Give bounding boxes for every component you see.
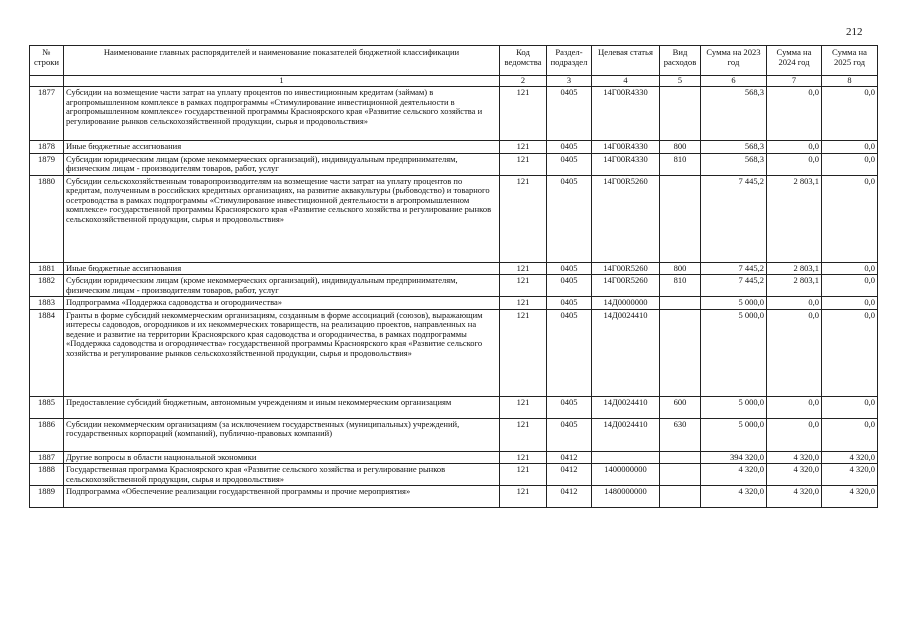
row-dept-code: 121 bbox=[500, 396, 547, 418]
row-expense-type: 630 bbox=[660, 418, 701, 451]
row-sum-2025: 0,0 bbox=[822, 153, 878, 175]
header-dept: Код ведомства bbox=[500, 46, 547, 76]
row-sum-2024: 0,0 bbox=[767, 87, 822, 141]
row-sum-2023: 4 320,0 bbox=[701, 464, 767, 486]
row-target-code: 14Г00R5260 bbox=[592, 275, 660, 297]
row-sum-2024: 0,0 bbox=[767, 309, 822, 396]
row-sum-2024: 4 320,0 bbox=[767, 451, 822, 464]
row-target-code: 14Г00R5260 bbox=[592, 262, 660, 275]
column-number-row bbox=[30, 76, 878, 87]
row-sum-2024: 0,0 bbox=[767, 418, 822, 451]
row-name: Другие вопросы в области национальной экономики bbox=[64, 451, 500, 464]
row-sum-2023: 5 000,0 bbox=[701, 297, 767, 310]
row-target-code: 14Д0024410 bbox=[592, 309, 660, 396]
row-dept-code: 121 bbox=[500, 486, 547, 508]
header-sum-2025: Сумма на 2025 год bbox=[822, 46, 878, 76]
row-target-code: 14Г00R5260 bbox=[592, 175, 660, 262]
row-section-code: 0405 bbox=[547, 309, 592, 396]
row-number: 1886 bbox=[30, 418, 64, 451]
row-sum-2024: 2 803,1 bbox=[767, 262, 822, 275]
row-name: Субсидии юридическим лицам (кроме некоммерческих организаций), индивидуальным предпринимателям, физическим лицам - производителям товаров, работ, услуг bbox=[64, 153, 500, 175]
row-number: 1882 bbox=[30, 275, 64, 297]
row-dept-code: 121 bbox=[500, 175, 547, 262]
header-type: Вид расходов bbox=[660, 46, 701, 76]
row-sum-2023: 568,3 bbox=[701, 141, 767, 154]
row-section-code: 0412 bbox=[547, 464, 592, 486]
row-name: Подпрограмма «Поддержка садоводства и огородничества» bbox=[64, 297, 500, 310]
table-row bbox=[30, 309, 878, 396]
row-target-code: 14Г00R4330 bbox=[592, 153, 660, 175]
row-sum-2023: 7 445,2 bbox=[701, 262, 767, 275]
row-expense-type: 810 bbox=[660, 153, 701, 175]
row-sum-2025: 0,0 bbox=[822, 309, 878, 396]
table-row bbox=[30, 451, 878, 464]
row-expense-type bbox=[660, 87, 701, 141]
row-sum-2025: 0,0 bbox=[822, 396, 878, 418]
row-number: 1878 bbox=[30, 141, 64, 154]
row-sum-2023: 568,3 bbox=[701, 153, 767, 175]
row-sum-2024: 0,0 bbox=[767, 141, 822, 154]
row-expense-type bbox=[660, 309, 701, 396]
header-section: Раздел-подраздел bbox=[547, 46, 592, 76]
row-section-code: 0405 bbox=[547, 87, 592, 141]
row-name: Субсидии сельскохозяйственным товаропроизводителям на возмещение части затрат на уплату процентов по кредитам, полученным в российских кредитных организациях, на развитие аквакультуры (рыбоводство) и товарного осетроводства в рамках подпрограммы «Стимулирование инвестиционной деятельности в агропромышленном комплексе» государственной программы Красноярского края «Развитие сельского хозяйства и регулирование рынков сельскохозяйственной продукции, сырья и продовольствия» bbox=[64, 175, 500, 262]
row-dept-code: 121 bbox=[500, 418, 547, 451]
row-dept-code: 121 bbox=[500, 451, 547, 464]
column-number: 4 bbox=[592, 76, 660, 87]
column-number bbox=[30, 76, 64, 87]
page-number: 212 bbox=[846, 26, 863, 38]
row-sum-2023: 7 445,2 bbox=[701, 275, 767, 297]
row-sum-2024: 0,0 bbox=[767, 153, 822, 175]
column-number: 3 bbox=[547, 76, 592, 87]
header-sum-2023: Сумма на 2023 год bbox=[701, 46, 767, 76]
row-section-code: 0405 bbox=[547, 175, 592, 262]
table-row bbox=[30, 87, 878, 141]
table-row bbox=[30, 275, 878, 297]
row-dept-code: 121 bbox=[500, 309, 547, 396]
table-row bbox=[30, 297, 878, 310]
row-sum-2025: 0,0 bbox=[822, 262, 878, 275]
row-sum-2025: 0,0 bbox=[822, 141, 878, 154]
table-row bbox=[30, 262, 878, 275]
row-expense-type: 600 bbox=[660, 396, 701, 418]
row-target-code: 14Г00R4330 bbox=[592, 87, 660, 141]
row-sum-2023: 5 000,0 bbox=[701, 309, 767, 396]
row-expense-type: 810 bbox=[660, 275, 701, 297]
row-name: Предоставление субсидий бюджетным, автономным учреждениям и иным некоммерческим организациям bbox=[64, 396, 500, 418]
row-name: Государственная программа Красноярского края «Развитие сельского хозяйства и регулирование рынков сельскохозяйственной продукции, сырья и продовольствия» bbox=[64, 464, 500, 486]
row-name: Иные бюджетные ассигнования bbox=[64, 262, 500, 275]
row-section-code: 0405 bbox=[547, 262, 592, 275]
header-row bbox=[30, 46, 878, 76]
row-sum-2025: 0,0 bbox=[822, 418, 878, 451]
row-expense-type bbox=[660, 451, 701, 464]
row-target-code: 1400000000 bbox=[592, 464, 660, 486]
row-sum-2024: 2 803,1 bbox=[767, 175, 822, 262]
row-sum-2024: 2 803,1 bbox=[767, 275, 822, 297]
row-sum-2024: 4 320,0 bbox=[767, 486, 822, 508]
column-number: 5 bbox=[660, 76, 701, 87]
row-number: 1877 bbox=[30, 87, 64, 141]
row-name: Субсидии на возмещение части затрат на уплату процентов по инвестиционным кредитам (займам) в агропромышленном комплексе в рамках подпрограммы «Стимулирование инвестиционной деятельности в агропромышленном комплексе» государственной программы Красноярского края «Развитие сельского хозяйства и регулирование рынков сельскохозяйственной продукции, сырья и продовольствия» bbox=[64, 87, 500, 141]
row-expense-type bbox=[660, 175, 701, 262]
row-sum-2023: 4 320,0 bbox=[701, 486, 767, 508]
column-number: 1 bbox=[64, 76, 500, 87]
row-expense-type: 800 bbox=[660, 262, 701, 275]
row-sum-2023: 394 320,0 bbox=[701, 451, 767, 464]
header-sum-2024: Сумма на 2024 год bbox=[767, 46, 822, 76]
row-section-code: 0405 bbox=[547, 141, 592, 154]
row-expense-type bbox=[660, 297, 701, 310]
header-target: Целевая статья bbox=[592, 46, 660, 76]
row-name: Подпрограмма «Обеспечение реализации государственной программы и прочие мероприятия» bbox=[64, 486, 500, 508]
row-expense-type: 800 bbox=[660, 141, 701, 154]
table-row bbox=[30, 141, 878, 154]
table-row bbox=[30, 396, 878, 418]
row-section-code: 0412 bbox=[547, 451, 592, 464]
row-sum-2025: 4 320,0 bbox=[822, 451, 878, 464]
row-name: Субсидии некоммерческим организациям (за исключением государственных (муниципальных) учреждений, государственных корпораций (компаний), публично-правовых компаний) bbox=[64, 418, 500, 451]
row-sum-2025: 4 320,0 bbox=[822, 486, 878, 508]
row-target-code: 14Д0024410 bbox=[592, 396, 660, 418]
row-section-code: 0405 bbox=[547, 275, 592, 297]
row-sum-2023: 568,3 bbox=[701, 87, 767, 141]
row-number: 1884 bbox=[30, 309, 64, 396]
row-section-code: 0405 bbox=[547, 297, 592, 310]
row-target-code bbox=[592, 451, 660, 464]
row-dept-code: 121 bbox=[500, 297, 547, 310]
row-sum-2024: 0,0 bbox=[767, 396, 822, 418]
row-number: 1880 bbox=[30, 175, 64, 262]
row-dept-code: 121 bbox=[500, 464, 547, 486]
row-dept-code: 121 bbox=[500, 262, 547, 275]
row-sum-2024: 4 320,0 bbox=[767, 464, 822, 486]
row-target-code: 14Д0024410 bbox=[592, 418, 660, 451]
row-dept-code: 121 bbox=[500, 87, 547, 141]
row-number: 1881 bbox=[30, 262, 64, 275]
table-row bbox=[30, 153, 878, 175]
row-sum-2025: 0,0 bbox=[822, 87, 878, 141]
row-sum-2023: 5 000,0 bbox=[701, 396, 767, 418]
column-number: 2 bbox=[500, 76, 547, 87]
row-name: Иные бюджетные ассигнования bbox=[64, 141, 500, 154]
row-sum-2025: 4 320,0 bbox=[822, 464, 878, 486]
table-row bbox=[30, 464, 878, 486]
row-name: Гранты в форме субсидий некоммерческим организациям, созданным в форме ассоциаций (союзов), выражающим интересы садоводов, огородников и их некоммерческих товариществ, на реализацию проектов, направленных на ведение и развитие на территории Красноярского края садоводства и огородничества, в рамках подпрограммы «Поддержка садоводства и огородничества» государственной программы Красноярского края «Развитие сельского хозяйства и регулирование рынков сельскохозяйственной продукции, сырья и продовольствия» bbox=[64, 309, 500, 396]
header-num: № строки bbox=[30, 46, 64, 76]
budget-table bbox=[29, 45, 878, 508]
column-number: 7 bbox=[767, 76, 822, 87]
row-sum-2025: 0,0 bbox=[822, 275, 878, 297]
row-section-code: 0405 bbox=[547, 418, 592, 451]
row-section-code: 0405 bbox=[547, 396, 592, 418]
row-number: 1889 bbox=[30, 486, 64, 508]
column-number: 8 bbox=[822, 76, 878, 87]
row-number: 1888 bbox=[30, 464, 64, 486]
row-dept-code: 121 bbox=[500, 141, 547, 154]
row-sum-2023: 5 000,0 bbox=[701, 418, 767, 451]
header-name: Наименование главных распорядителей и наименование показателей бюджетной классификации bbox=[64, 46, 500, 76]
table-row bbox=[30, 175, 878, 262]
row-sum-2023: 7 445,2 bbox=[701, 175, 767, 262]
row-number: 1887 bbox=[30, 451, 64, 464]
row-expense-type bbox=[660, 464, 701, 486]
row-section-code: 0405 bbox=[547, 153, 592, 175]
row-name: Субсидии юридическим лицам (кроме некоммерческих организаций), индивидуальным предпринимателям, физическим лицам - производителям товаров, работ, услуг bbox=[64, 275, 500, 297]
row-sum-2024: 0,0 bbox=[767, 297, 822, 310]
row-section-code: 0412 bbox=[547, 486, 592, 508]
table-row bbox=[30, 418, 878, 451]
column-number: 6 bbox=[701, 76, 767, 87]
row-dept-code: 121 bbox=[500, 275, 547, 297]
row-expense-type bbox=[660, 486, 701, 508]
row-sum-2025: 0,0 bbox=[822, 297, 878, 310]
row-target-code: 14Д0000000 bbox=[592, 297, 660, 310]
row-dept-code: 121 bbox=[500, 153, 547, 175]
row-target-code: 1480000000 bbox=[592, 486, 660, 508]
row-number: 1885 bbox=[30, 396, 64, 418]
row-sum-2025: 0,0 bbox=[822, 175, 878, 262]
row-number: 1879 bbox=[30, 153, 64, 175]
table-row bbox=[30, 486, 878, 508]
row-number: 1883 bbox=[30, 297, 64, 310]
row-target-code: 14Г00R4330 bbox=[592, 141, 660, 154]
